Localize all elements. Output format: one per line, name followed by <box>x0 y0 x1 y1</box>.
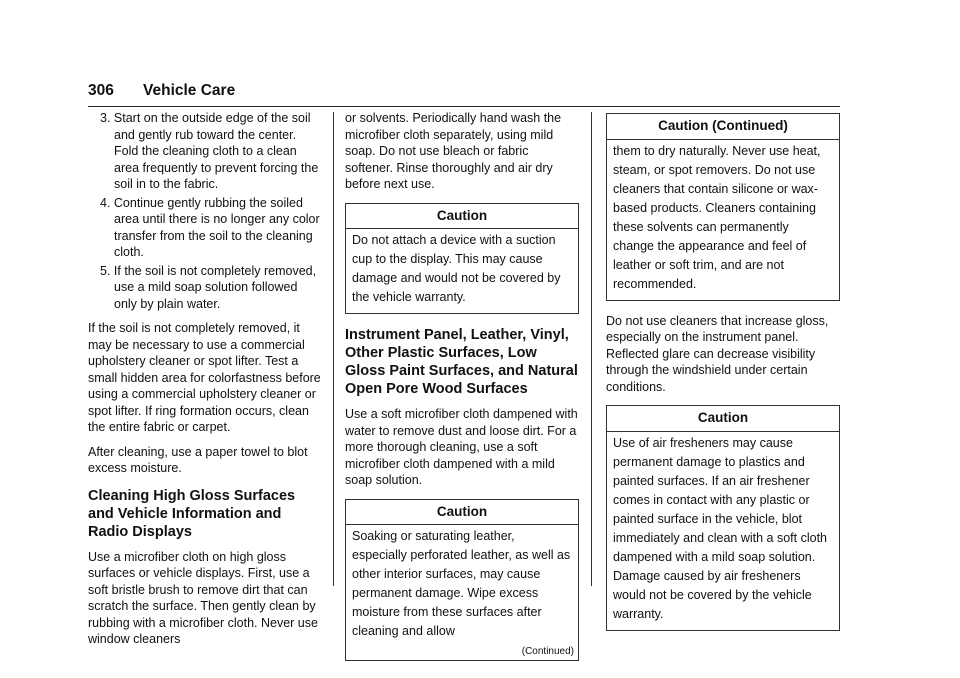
paragraph: After cleaning, use a paper towel to blot excess moisture. <box>88 444 308 475</box>
subsection-heading: Cleaning High Gloss Surfaces and Vehicle Information and Radio Displays <box>88 487 296 540</box>
paragraph: If the soil is not completely removed, it may be necessary to use a commercial upholstery cleaner or spot lifter. Test a small hidden area for colorfastness before using a commercial upholstery cleaner or spot lifter. If ring formation occurs, clean the entire fabric or carpet. <box>88 321 321 434</box>
step-list <box>88 110 322 312</box>
column-2 <box>345 110 579 673</box>
caution-box <box>345 499 579 662</box>
caution-text: Do not attach a device with a suction cup to the display. This may cause damage and would not be covered by the vehicle warranty. <box>352 233 561 304</box>
list-item: 5. If the soil is not completely removed, use a mild soap solution followed only by plain water. <box>100 263 317 311</box>
column-divider <box>591 112 592 586</box>
list-item: 3. Start on the outside edge of the soil and gently rub toward the center. Fold the cleaning cloth to a clean area frequently to prevent forcing the soil in to the fabric. <box>100 111 319 191</box>
continued-label: (Continued) <box>521 646 574 657</box>
caution-text: Use of air fresheners may cause permanent damage to plastics and painted surfaces. If an air freshener comes in contact with any plastic or painted surface in the vehicle, blot immediately and clean with a soft cloth dampened with a mild soap solution. Damage caused by air fresheners would not be covered by the vehicle warranty. <box>613 435 827 621</box>
caution-title: Caution <box>346 204 578 230</box>
column-3 <box>606 110 840 643</box>
column-divider <box>333 112 334 586</box>
caution-text: Soaking or saturating leather, especially perforated leather, as well as other interior surfaces, may cause permanent damage. Wipe excess moisture from these surfaces after cleaning and allow <box>352 529 571 638</box>
paragraph: or solvents. Periodically hand wash the microfiber cloth separately, using mild soap. Do not use bleach or fabric softener. Rinse thoroughly and air dry before next use. <box>345 111 562 191</box>
list-item: 4. Continue gently rubbing the soiled area until there is no longer any color transfer from the soil to the cleaning cloth. <box>100 195 320 259</box>
page-number: 306 <box>88 82 114 99</box>
caution-box <box>345 203 579 315</box>
paragraph: Use a microfiber cloth on high gloss surfaces or vehicle displays. First, use a soft bristle brush to remove dirt that can scratch the surface. Then gently clean by rubbing with a microfiber cloth. Never use window cleaners <box>88 549 318 646</box>
paragraph: Do not use cleaners that increase gloss, especially on the instrument panel. Reflected glare can decrease visibility through the windshield under certain conditions. <box>606 313 829 394</box>
section-title: Vehicle Care <box>143 82 236 99</box>
caution-box <box>606 113 840 301</box>
caution-text: them to dry naturally. Never use heat, steam, or spot removers. Do not use cleaners that contain silicone or wax-based products. Cleaners containing these solvents can permanently change the appearance and feel of leather or soft trim, and are not recommended. <box>613 143 821 291</box>
page-header <box>88 82 840 107</box>
paragraph: Use a soft microfiber cloth dampened with water to remove dust and loose dirt. For a more thorough cleaning, use a soft microfiber cloth dampened with a mild soap solution. <box>345 407 578 487</box>
subsection-heading: Instrument Panel, Leather, Vinyl, Other Plastic Surfaces, Low Gloss Paint Surfaces, and Natural Open Pore Wood Surfaces <box>345 327 578 397</box>
caution-box <box>606 405 840 631</box>
caution-title: Caution <box>346 500 578 526</box>
column-1 <box>88 110 322 656</box>
caution-title: Caution (Continued) <box>607 114 839 140</box>
caution-title: Caution <box>607 406 839 432</box>
